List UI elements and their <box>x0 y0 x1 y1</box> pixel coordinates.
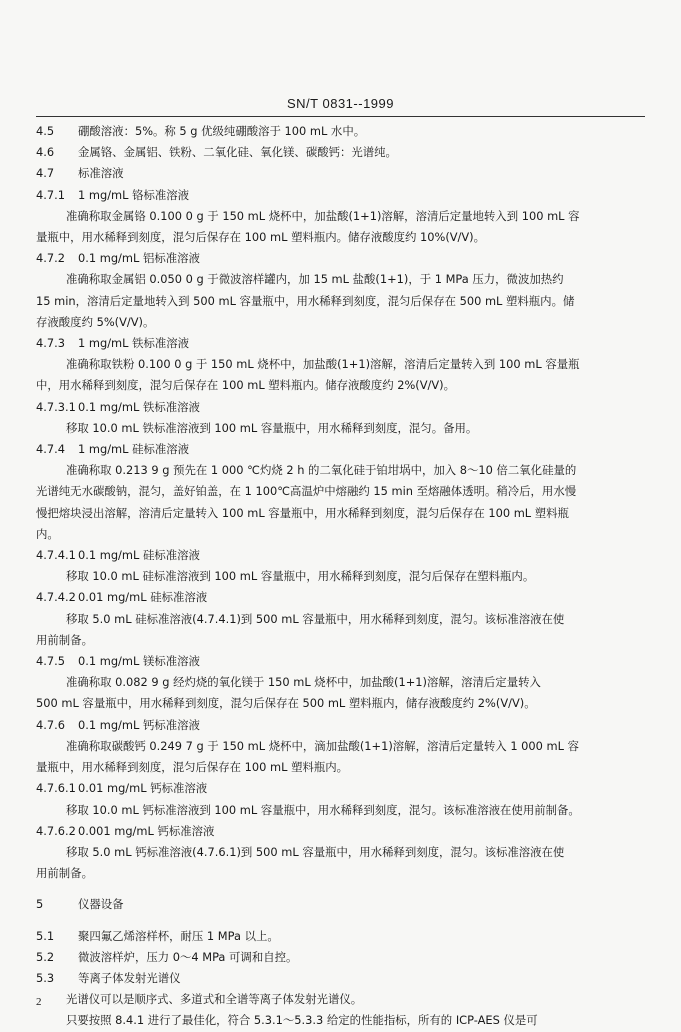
clause-heading-line <box>36 651 645 672</box>
clause-heading-line <box>36 333 645 354</box>
clause-number: 4.7.1 <box>36 187 65 202</box>
clause-heading-line <box>36 121 645 142</box>
body-text-line <box>36 630 645 651</box>
body-text-line <box>36 609 645 630</box>
clause-number: 5.3 <box>36 970 55 985</box>
body-text-line <box>36 269 645 290</box>
clause-heading-line <box>36 715 645 736</box>
page-number: 2 <box>36 996 42 1008</box>
body-text-line <box>36 418 645 439</box>
line-text: 标准溶液 <box>78 166 124 181</box>
line-text: 准确称取金属铬 0.100 0 g 于 150 mL 烧杯中，加盐酸(1+1)溶解，溶清后定量地转入到 100 mL 容 <box>66 208 580 223</box>
line-text: 微波溶样炉，压力 0～4 MPa 可调和自控。 <box>78 949 298 964</box>
standard-number: SN/T 0831--1999 <box>287 96 394 111</box>
line-text: 15 min，溶清后定量地转入到 500 mL 容量瓶中，用水稀释到刻度，混匀后保存在 500 mL 塑料瓶内。储 <box>36 293 575 308</box>
clause-heading-line <box>36 894 645 915</box>
body-text-line <box>36 227 645 248</box>
line-text: 量瓶中，用水稀释到刻度，混匀后保存在 100 mL 塑料瓶内。 <box>36 760 349 775</box>
body-text-line <box>36 863 645 884</box>
line-text: 移取 10.0 mL 铁标准溶液到 100 mL 容量瓶中，用水稀释到刻度，混匀。备用。 <box>66 420 478 435</box>
clause-heading-line <box>36 142 645 163</box>
section-gap <box>36 884 645 894</box>
clause-number: 4.7.3.1 <box>36 399 76 414</box>
line-text: 0.01 mg/mL 硅标准溶液 <box>78 590 208 605</box>
clause-number: 4.5 <box>36 124 55 138</box>
line-text: 移取 5.0 mL 钙标准溶液(4.7.6.1)到 500 mL 容量瓶中，用水稀释到刻度，混匀。该标准溶液在使 <box>66 844 565 859</box>
line-text: 0.1 mg/mL 铝标准溶液 <box>78 251 200 266</box>
body-text-line <box>36 312 645 333</box>
body-text-line <box>36 693 645 714</box>
clause-number: 4.7.6.1 <box>36 781 76 796</box>
line-text: 0.1 mg/mL 钙标准溶液 <box>78 717 200 732</box>
body-text-line <box>36 989 645 1010</box>
line-text: 金属铬、金属铝、铁粉、二氧化硅、氧化镁、碳酸钙：光谱纯。 <box>78 145 397 160</box>
line-text: 500 mL 容量瓶中，用水稀释到刻度，混匀后保存在 500 mL 塑料瓶内，储存液酸度约 2%(V/V)。 <box>36 696 536 711</box>
line-text: 存液酸度约 5%(V/V)。 <box>36 314 155 329</box>
body-text-line <box>36 842 645 863</box>
line-text: 只要按照 8.4.1 进行了最佳化，符合 5.3.1～5.3.3 给定的性能指标，所有的 ICP-AES 仪是可 <box>66 1013 538 1028</box>
clause-heading-line <box>36 439 645 460</box>
clause-number: 5 <box>36 897 44 912</box>
clause-heading-line <box>36 947 645 968</box>
line-text: 用前制备。 <box>36 866 93 881</box>
body-text-line <box>36 503 645 524</box>
clause-number: 4.7.4.2 <box>36 590 76 605</box>
line-text: 中，用水稀释到刻度，混匀后保存在 100 mL 塑料瓶内。储存液酸度约 2%(V/V)。 <box>36 378 455 393</box>
body-text-line <box>36 206 645 227</box>
line-text: 0.01 mg/mL 钙标准溶液 <box>78 781 208 796</box>
line-text: 等离子体发射光谱仪 <box>78 970 181 985</box>
clause-number: 4.7.6 <box>36 717 65 732</box>
line-text: 准确称取 0.213 9 g 预先在 1 000 ℃灼烧 2 h 的二氧化硅于铂坩埚中，加入 8～10 倍二氧化硅量的 <box>66 463 577 478</box>
line-text: 准确称取 0.082 9 g 经灼烧的氧化镁于 150 mL 烧杯中，加盐酸(1+1)溶解，溶清后定量转入 <box>66 675 541 690</box>
line-text: 用前制备。 <box>36 632 93 647</box>
line-text: 移取 10.0 mL 钙标准溶液到 100 mL 容量瓶中，用水稀释到刻度，混匀。该标准溶液在使用前制备。 <box>66 802 580 817</box>
clause-heading-line <box>36 968 645 989</box>
body-text-line <box>36 375 645 396</box>
body-text-line <box>36 524 645 545</box>
line-text: 0.1 mg/mL 镁标准溶液 <box>78 654 200 669</box>
line-text: 聚四氟乙烯溶样杯，耐压 1 MPa 以上。 <box>78 928 279 943</box>
body-text-line <box>36 736 645 757</box>
section-gap <box>36 916 645 926</box>
body-text-line <box>36 672 645 693</box>
body-text-line <box>36 1010 645 1031</box>
line-text: 光谱纯无水碳酸钠，混匀，盖好铂盖，在 1 100℃高温炉中熔融约 15 min 至熔融体透明。稍冷后，用水慢 <box>36 484 577 499</box>
body-text-line <box>36 757 645 778</box>
line-text: 准确称取碳酸钙 0.249 7 g 于 150 mL 烧杯中，滴加盐酸(1+1)溶解，溶清后定量转入 1 000 mL 容 <box>66 738 580 753</box>
line-text: 0.001 mg/mL 钙标准溶液 <box>78 823 215 838</box>
clause-heading-line <box>36 821 645 842</box>
clause-heading-line <box>36 587 645 608</box>
line-text: 量瓶中，用水稀释到刻度，混匀后保存在 100 mL 塑料瓶内。储存液酸度约 10%(V/V)。 <box>36 230 486 245</box>
clause-number: 5.1 <box>36 928 55 943</box>
clause-heading-line <box>36 163 645 184</box>
line-text: 仪器设备 <box>78 897 124 912</box>
line-text: 光谱仪可以是顺序式、多道式和全谱等离子体发射光谱仪。 <box>66 992 363 1007</box>
line-text: 硼酸溶液：5%。称 5 g 优级纯硼酸溶于 100 mL 水中。 <box>78 124 366 138</box>
line-text: 1 mg/mL 铬标准溶液 <box>78 187 190 202</box>
clause-heading-line <box>36 248 645 269</box>
body-text-line <box>36 354 645 375</box>
clause-number: 4.7.2 <box>36 251 65 266</box>
clause-heading-line <box>36 926 645 947</box>
line-text: 1 mg/mL 铁标准溶液 <box>78 336 190 351</box>
line-text: 准确称取金属铝 0.050 0 g 于微波溶样罐内，加 15 mL 盐酸(1+1)，于 1 MPa 压力，微波加热约 <box>66 272 564 287</box>
line-text: 0.1 mg/mL 铁标准溶液 <box>78 399 200 414</box>
clause-number: 4.6 <box>36 145 55 160</box>
line-text: 内。 <box>36 526 59 541</box>
clause-heading-line <box>36 397 645 418</box>
clause-heading-line <box>36 545 645 566</box>
line-text: 准确称取铁粉 0.100 0 g 于 150 mL 烧杯中，加盐酸(1+1)溶解，溶清后定量转入到 100 mL 容量瓶 <box>66 357 580 372</box>
clause-number: 4.7.3 <box>36 336 65 351</box>
clause-number: 4.7.6.2 <box>36 823 76 838</box>
body-text-line <box>36 460 645 481</box>
clause-number: 4.7 <box>36 166 55 181</box>
line-text: 0.1 mg/mL 硅标准溶液 <box>78 548 200 563</box>
line-text: 1 mg/mL 硅标准溶液 <box>78 442 190 457</box>
clause-number: 5.2 <box>36 949 55 964</box>
line-text: 慢把熔块浸出溶解，溶清后定量转入 100 mL 容量瓶中，用水稀释到刻度，混匀后保存在 100 mL 塑料瓶 <box>36 505 569 520</box>
document-body <box>36 121 645 1032</box>
body-text-line <box>36 800 645 821</box>
body-text-line <box>36 566 645 587</box>
body-text-line <box>36 481 645 502</box>
clause-number: 4.7.5 <box>36 654 65 669</box>
clause-heading-line <box>36 185 645 206</box>
line-text: 移取 5.0 mL 硅标准溶液(4.7.4.1)到 500 mL 容量瓶中，用水稀释到刻度，混匀。该标准溶液在使 <box>66 611 565 626</box>
clause-number: 4.7.4.1 <box>36 548 76 563</box>
line-text: 移取 10.0 mL 硅标准溶液到 100 mL 容量瓶中，用水稀释到刻度，混匀后保存在塑料瓶内。 <box>66 569 535 584</box>
clause-number: 4.7.4 <box>36 442 65 457</box>
clause-heading-line <box>36 778 645 799</box>
page-header <box>0 96 681 111</box>
body-text-line <box>36 291 645 312</box>
header-rule <box>36 116 645 117</box>
